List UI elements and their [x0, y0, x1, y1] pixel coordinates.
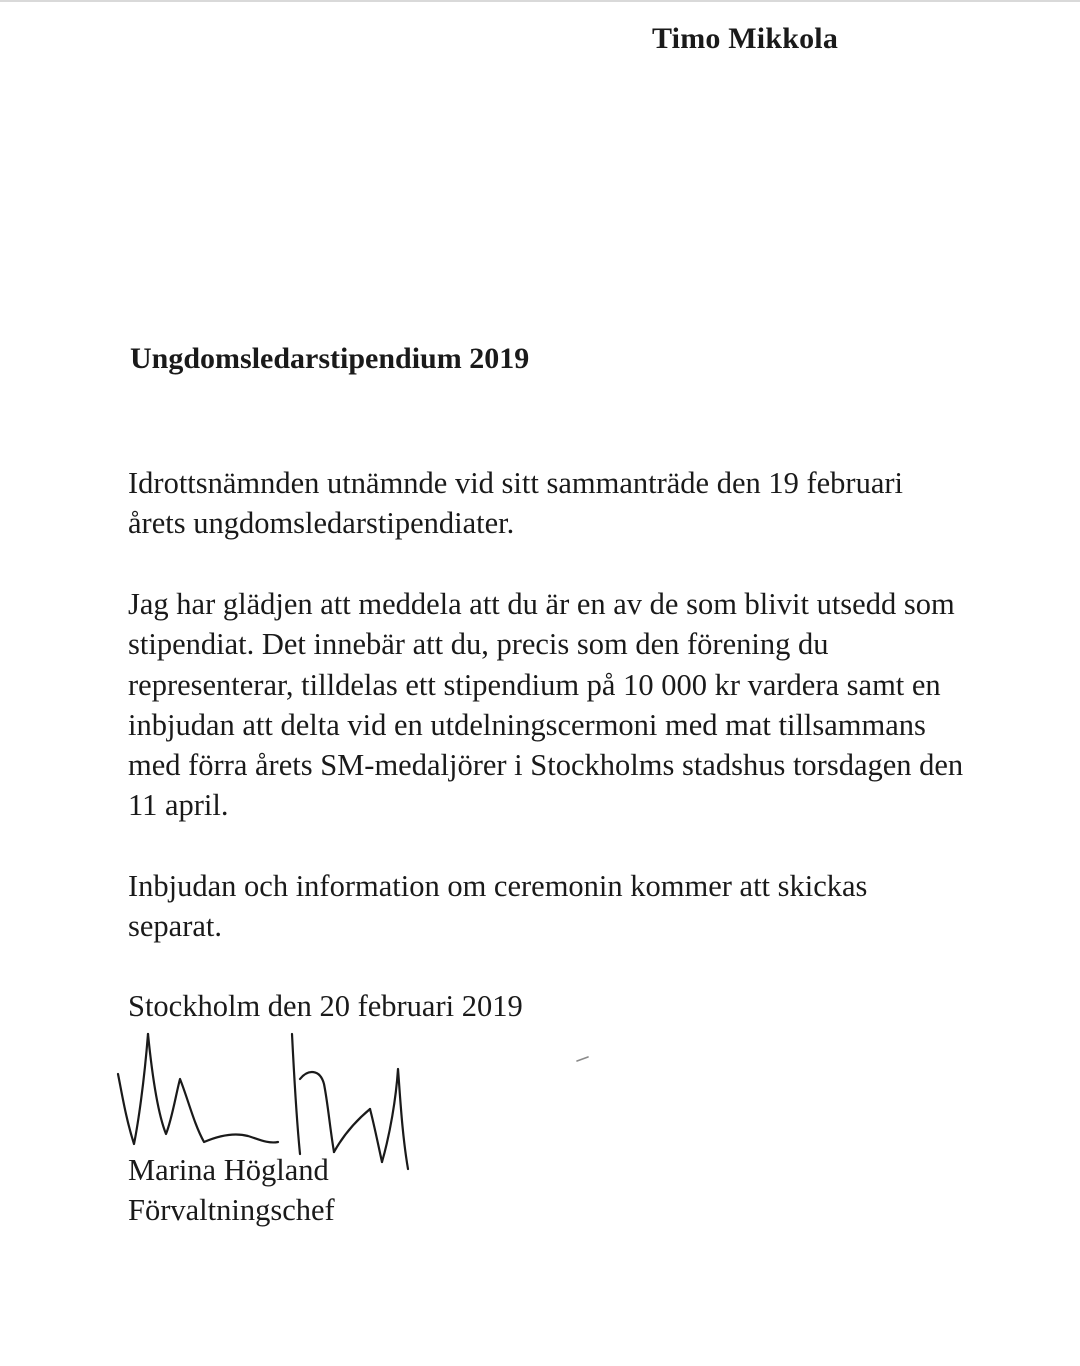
top-border: [0, 0, 1080, 2]
paragraph-invitation-info: [128, 866, 1028, 947]
signer-name: Marina Högland: [128, 1153, 329, 1187]
letter-subject: Ungdomsledarstipendium 2019: [130, 342, 530, 375]
paragraph-line: med förra årets SM-medaljörer i Stockholms stadshus torsdagen den: [128, 748, 964, 783]
paragraph-line: årets ungdomsledarstipendiater.: [128, 506, 515, 541]
paragraph-announcement: [128, 463, 1028, 544]
paragraph-line: stipendiat. Det innebär att du, precis som den förening du: [128, 627, 829, 662]
paragraph-line: 11 april.: [128, 788, 229, 823]
paragraph-award-details: [128, 584, 1028, 826]
paragraph-line: Idrottsnämnden utnämnde vid sitt sammanträde den 19 februari: [128, 466, 903, 500]
paragraph-line: Inbjudan och information om ceremonin kommer att skickas: [128, 869, 868, 903]
stray-pen-mark: [576, 1055, 590, 1063]
paragraph-line: representerar, tilldelas ett stipendium på 10 000 kr vardera samt en: [128, 667, 941, 702]
signer-title: Förvaltningschef: [128, 1193, 335, 1227]
paragraph-line: inbjudan att delta vid en utdelningscermoni med mat tillsammans: [128, 707, 926, 742]
place-and-date: Stockholm den 20 februari 2019: [128, 989, 523, 1023]
paragraph-line: separat.: [128, 909, 222, 944]
signer-block: [128, 1150, 335, 1230]
recipient-name: Timo Mikkola: [652, 22, 839, 55]
paragraph-line: Jag har glädjen att meddela att du är en av de som blivit utsedd som: [128, 587, 955, 621]
